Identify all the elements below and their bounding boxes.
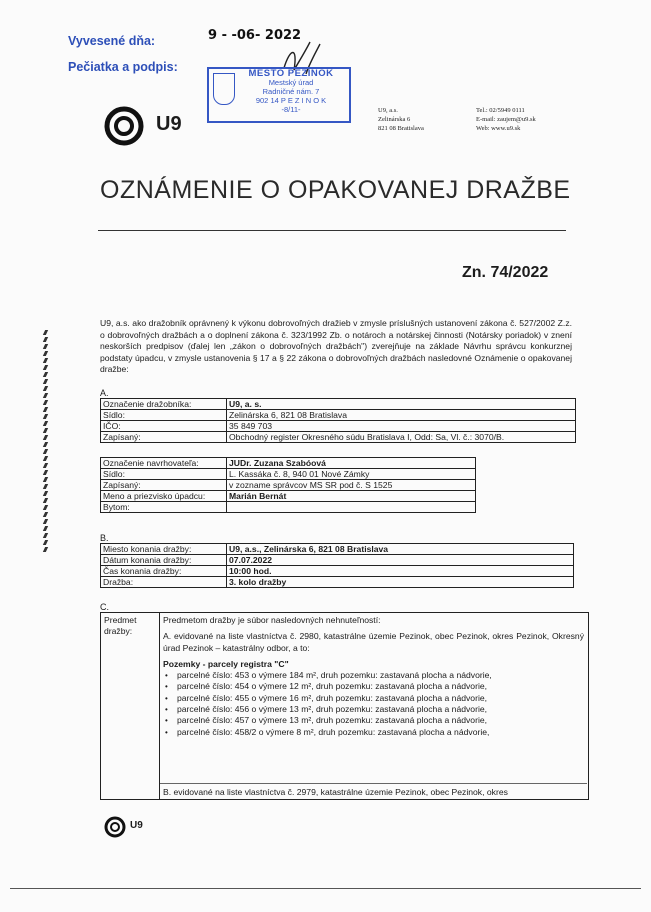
seal-label: Pečiatka a podpis: [68,60,178,74]
contact-line: E-mail: zaujem@u9.sk [476,116,536,123]
field-label: Meno a priezvisko úpadcu: [101,491,227,502]
table-row [101,410,576,421]
subject-label [104,615,136,638]
subject-lead: Predmetom dražby je súbor nasledovných nehnuteľností: [163,615,381,625]
footer-logo-text: U9 [130,820,143,831]
stamp-line3: Radničné nám. 7 [262,87,320,96]
company-contact [476,106,536,133]
field-label: IČO: [101,421,227,432]
stamp-line5: -8/11- [281,105,301,114]
table-row [101,566,574,577]
section-c-letter: C. [100,602,109,612]
field-value: L. Kassáka č. 8, 940 01 Nové Zámky [227,469,476,480]
field-label: Zapísaný: [101,432,227,443]
field-value: 10:00 hod. [227,566,574,577]
field-value: v zozname správcov MS SR pod č. S 1525 [227,480,476,491]
binding-strip [38,330,52,578]
section-b-letter: B. [100,533,109,543]
title-divider [98,230,566,231]
table-row [101,458,476,469]
field-value: Zelinárska 6, 821 08 Bratislava [227,410,576,421]
subject-box [100,612,589,800]
parcel-list [163,670,584,738]
stamp-line2: Mestský úrad [268,78,314,87]
field-label: Dátum konania dražby: [101,555,227,566]
intro-paragraph: U9, a.s. ako dražobník oprávnený k výkonu dobrovoľných dražieb v zmysle príslušných ustanovení zákona č. 527/2002 Z.z. o dobrovoľných dražbách a o doplnení zákona č. 323/1992 Zb. o notároch a notárskej činnosti (Notársky poriadok) v znení neskorších predpisov (ďalej len „zákon o dobrovoľných dražbách") zverejňuje na základe Návrhu správcu konkurznej podstaty úpadcu, v zmysle ustanovenia § 17 a § 22 zákona o dobrovoľných dražbách nasledovné Oznámenie o opakovanej dražbe: [100,318,572,375]
u9-logo-icon [104,106,152,146]
document-title: OZNÁMENIE O OPAKOVANEJ DRAŽBE [100,176,571,204]
table-row [101,399,576,410]
table-row [101,491,476,502]
address-line: U9, a.s. [378,107,398,114]
field-label: Sídlo: [101,469,227,480]
field-value [227,502,476,513]
field-value: 07.07.2022 [227,555,574,566]
field-value: JUDr. Zuzana Szabóová [227,458,476,469]
list-item: • parcelné číslo: 455 o výmere 16 m², druh pozemku: zastavaná plocha a nádvorie, [163,693,584,704]
field-label: Bytom: [101,502,227,513]
table-row [101,480,476,491]
field-label: Označenie dražobníka: [101,399,227,410]
table-row [101,502,476,513]
stamp-line1: MESTO PEZINOK [248,68,334,79]
subject-label-line: Predmet [104,615,137,625]
u9-logo-text: U9 [156,113,182,135]
field-value: Obchodný register Okresného súdu Bratislava I, Odd: Sa, Vl. č.: 3070/B. [227,432,576,443]
stamp-line4: 902 14 P E Z I N O K [255,96,327,105]
auctioneer-table [100,398,576,443]
document-number: Zn. 74/2022 [462,264,549,281]
table-row [101,555,574,566]
field-label: Čas konania dražby: [101,566,227,577]
field-value: 35 849 703 [227,421,576,432]
table-row [101,577,574,588]
table-row [101,421,576,432]
table-row [101,544,574,555]
part-b-divider [160,783,587,784]
proposer-table [100,457,476,513]
company-address [378,106,424,133]
subject-content [163,615,584,738]
page-bottom-line [10,888,641,889]
field-label: Zapísaný: [101,480,227,491]
field-value: U9, a. s. [227,399,576,410]
office-stamp [207,67,351,123]
address-line: 821 08 Bratislava [378,125,424,132]
table-row [101,432,576,443]
column-divider [159,613,160,799]
field-value: U9, a.s., Zelinárska 6, 821 08 Bratislava [227,544,574,555]
list-item: • parcelné číslo: 457 o výmere 13 m², druh pozemku: zastavaná plocha a nádvorie, [163,715,584,726]
subject-part-b: B. evidované na liste vlastníctva č. 2979, katastrálne územie Pezinok, obec Pezinok, okres [163,787,508,797]
posted-date: 9 - -06- 2022 [208,28,302,43]
field-value: 3. kolo dražby [227,577,574,588]
section-a-letter: A. [100,388,109,398]
field-label: Označenie navrhovateľa: [101,458,227,469]
address-line: Zelinárska 6 [378,116,411,123]
coat-of-arms-icon [213,73,235,105]
field-label: Dražba: [101,577,227,588]
posted-label: Vyvesené dňa: [68,34,156,48]
list-item: • parcelné číslo: 454 o výmere 12 m², druh pozemku: zastavaná plocha a nádvorie, [163,681,584,692]
field-label: Sídlo: [101,410,227,421]
list-item: • parcelné číslo: 453 o výmere 184 m², druh pozemku: zastavaná plocha a nádvorie, [163,670,584,681]
contact-line: Tel.: 02/5949 0111 [476,107,525,114]
list-item: • parcelné číslo: 458/2 o výmere 8 m², druh pozemku: zastavaná plocha a nádvorie, [163,727,584,738]
field-value: Marián Bernát [227,491,476,502]
table-row [101,469,476,480]
footer-logo-icon [104,816,128,838]
auction-details-table [100,543,574,588]
subject-part-a: A. evidované na liste vlastníctva č. 2980, katastrálne územie Pezinok, obec Pezinok, okres Pezinok, Okresný úrad Pezinok – katastrálny odbor, a to: [163,631,584,653]
parcels-heading: Pozemky - parcely registra "C" [163,658,289,669]
field-label: Miesto konania dražby: [101,544,227,555]
subject-label-line: dražby: [104,626,133,637]
contact-line: Web: www.u9.sk [476,125,521,132]
list-item: • parcelné číslo: 456 o výmere 13 m², druh pozemku: zastavaná plocha a nádvorie, [163,704,584,715]
